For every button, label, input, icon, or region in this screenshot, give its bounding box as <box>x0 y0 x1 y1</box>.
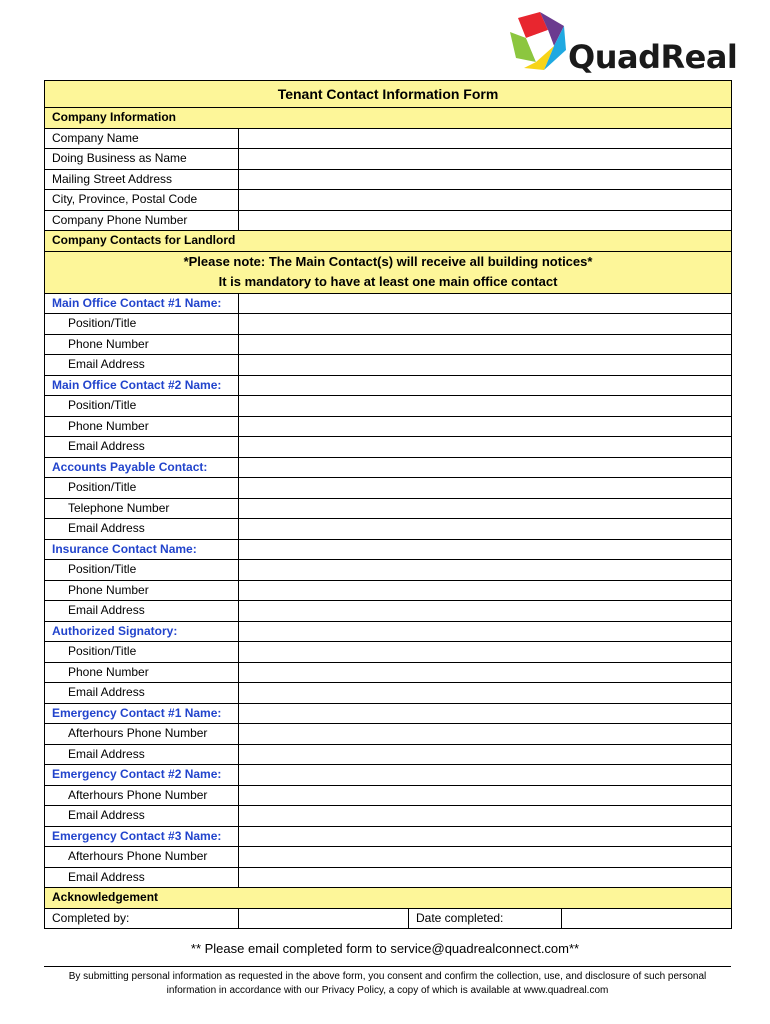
company-field-4-input[interactable] <box>239 210 732 231</box>
contact-1-field-2-row <box>45 437 732 458</box>
company-field-0-label: Company Name <box>45 128 239 149</box>
company-field-1-input[interactable] <box>239 149 732 170</box>
contact-1-field-1-row <box>45 416 732 437</box>
contact-4-field-1-input[interactable] <box>239 662 732 683</box>
contact-7-field-1-label: Email Address <box>45 867 239 888</box>
contact-1-name-label: Main Office Contact #2 Name: <box>45 375 239 396</box>
date-completed-input[interactable] <box>562 908 732 929</box>
contact-2-field-1-label: Telephone Number <box>45 498 239 519</box>
contact-3-field-1-label: Phone Number <box>45 580 239 601</box>
company-field-0-input[interactable] <box>239 128 732 149</box>
contact-2-field-2-input[interactable] <box>239 519 732 540</box>
company-field-3-row <box>45 190 732 211</box>
acknowledgement-row <box>45 908 732 929</box>
contact-3-field-0-label: Position/Title <box>45 560 239 581</box>
form-title-row <box>45 81 732 108</box>
contacts-header-row <box>45 231 732 252</box>
contact-2-field-0-row <box>45 478 732 499</box>
tenant-contact-form <box>44 80 732 929</box>
contact-2-field-2-row <box>45 519 732 540</box>
contact-6-name-row <box>45 765 732 786</box>
contact-0-field-1-input[interactable] <box>239 334 732 355</box>
footer-divider <box>44 966 731 967</box>
contact-4-name-label: Authorized Signatory: <box>45 621 239 642</box>
contact-4-field-0-row <box>45 642 732 663</box>
contact-7-field-0-label: Afterhours Phone Number <box>45 847 239 868</box>
contact-0-name-label: Main Office Contact #1 Name: <box>45 293 239 314</box>
contact-0-field-1-row <box>45 334 732 355</box>
date-completed-label: Date completed: <box>409 908 562 929</box>
contact-3-field-1-row <box>45 580 732 601</box>
contact-6-field-1-label: Email Address <box>45 806 239 827</box>
logo-wordmark: QuadReal <box>568 38 738 76</box>
quadreal-logo <box>506 10 738 76</box>
contact-2-field-0-label: Position/Title <box>45 478 239 499</box>
contact-6-field-0-row <box>45 785 732 806</box>
contact-2-name-label: Accounts Payable Contact: <box>45 457 239 478</box>
contact-0-field-0-row <box>45 314 732 335</box>
contact-2-name-input[interactable] <box>239 457 732 478</box>
company-info-header-row <box>45 108 732 129</box>
note-line-1: *Please note: The Main Contact(s) will receive all building notices* <box>183 254 593 269</box>
contact-6-name-label: Emergency Contact #2 Name: <box>45 765 239 786</box>
contact-4-field-0-label: Position/Title <box>45 642 239 663</box>
contact-5-field-0-row <box>45 724 732 745</box>
contact-6-field-1-row <box>45 806 732 827</box>
acknowledgement-header: Acknowledgement <box>45 888 732 909</box>
contact-1-name-input[interactable] <box>239 375 732 396</box>
contacts-header: Company Contacts for Landlord <box>45 231 732 252</box>
disclaimer-line-2: information in accordance with our Privacy Policy, a copy of which is available at www.quadreal.com <box>166 985 609 996</box>
contact-3-field-0-row <box>45 560 732 581</box>
contact-2-field-0-input[interactable] <box>239 478 732 499</box>
contact-1-field-2-input[interactable] <box>239 437 732 458</box>
contact-4-field-2-input[interactable] <box>239 683 732 704</box>
contact-3-name-input[interactable] <box>239 539 732 560</box>
contact-1-field-1-label: Phone Number <box>45 416 239 437</box>
company-field-1-label: Doing Business as Name <box>45 149 239 170</box>
company-field-2-row <box>45 169 732 190</box>
completed-by-label: Completed by: <box>45 908 239 929</box>
contact-5-field-0-label: Afterhours Phone Number <box>45 724 239 745</box>
company-field-4-label: Company Phone Number <box>45 210 239 231</box>
mandatory-note-row <box>45 251 732 293</box>
contact-3-name-label: Insurance Contact Name: <box>45 539 239 560</box>
contact-0-field-1-label: Phone Number <box>45 334 239 355</box>
contact-4-field-2-row <box>45 683 732 704</box>
contact-1-field-0-label: Position/Title <box>45 396 239 417</box>
contact-7-field-1-row <box>45 867 732 888</box>
contact-5-field-0-input[interactable] <box>239 724 732 745</box>
contact-0-field-2-label: Email Address <box>45 355 239 376</box>
privacy-disclaimer <box>44 970 731 998</box>
company-field-1-row <box>45 149 732 170</box>
quadreal-logo-icon <box>506 10 570 76</box>
contact-5-field-1-label: Email Address <box>45 744 239 765</box>
contact-4-field-2-label: Email Address <box>45 683 239 704</box>
contact-5-name-label: Emergency Contact #1 Name: <box>45 703 239 724</box>
contact-4-field-1-label: Phone Number <box>45 662 239 683</box>
contact-0-field-0-input[interactable] <box>239 314 732 335</box>
contact-4-field-1-row <box>45 662 732 683</box>
contact-5-field-1-row <box>45 744 732 765</box>
contact-3-field-2-input[interactable] <box>239 601 732 622</box>
contact-1-field-0-row <box>45 396 732 417</box>
contact-4-name-row <box>45 621 732 642</box>
mandatory-note <box>45 251 732 293</box>
contact-6-name-input[interactable] <box>239 765 732 786</box>
contact-6-field-1-input[interactable] <box>239 806 732 827</box>
contact-6-field-0-input[interactable] <box>239 785 732 806</box>
contact-5-field-1-input[interactable] <box>239 744 732 765</box>
contact-0-field-2-input[interactable] <box>239 355 732 376</box>
contact-2-field-1-row <box>45 498 732 519</box>
contact-2-field-2-label: Email Address <box>45 519 239 540</box>
contact-7-field-0-row <box>45 847 732 868</box>
company-info-header: Company Information <box>45 108 732 129</box>
contact-1-field-0-input[interactable] <box>239 396 732 417</box>
contact-2-field-1-input[interactable] <box>239 498 732 519</box>
contact-3-field-1-input[interactable] <box>239 580 732 601</box>
contact-7-name-row <box>45 826 732 847</box>
company-field-4-row <box>45 210 732 231</box>
contact-0-name-row <box>45 293 732 314</box>
form-title: Tenant Contact Information Form <box>45 81 732 108</box>
contact-3-field-2-label: Email Address <box>45 601 239 622</box>
contact-1-name-row <box>45 375 732 396</box>
contact-6-field-0-label: Afterhours Phone Number <box>45 785 239 806</box>
contact-2-name-row <box>45 457 732 478</box>
contact-4-field-0-input[interactable] <box>239 642 732 663</box>
contact-1-field-2-label: Email Address <box>45 437 239 458</box>
company-field-2-label: Mailing Street Address <box>45 169 239 190</box>
disclaimer-line-1: By submitting personal information as requested in the above form, you consent and confirm the collection, use, and disclosure of such personal <box>68 971 707 982</box>
email-instruction: ** Please email completed form to service@quadrealconnect.com** <box>190 941 580 956</box>
company-field-0-row <box>45 128 732 149</box>
completed-by-input[interactable] <box>239 908 409 929</box>
contact-5-name-row <box>45 703 732 724</box>
note-line-2: It is mandatory to have at least one main office contact <box>218 274 558 289</box>
contact-0-field-0-label: Position/Title <box>45 314 239 335</box>
contact-7-field-1-input[interactable] <box>239 867 732 888</box>
contact-3-name-row <box>45 539 732 560</box>
contact-5-name-input[interactable] <box>239 703 732 724</box>
company-field-3-label: City, Province, Postal Code <box>45 190 239 211</box>
contact-7-name-input[interactable] <box>239 826 732 847</box>
company-field-2-input[interactable] <box>239 169 732 190</box>
company-field-3-input[interactable] <box>239 190 732 211</box>
acknowledgement-header-row <box>45 888 732 909</box>
contact-7-name-label: Emergency Contact #3 Name: <box>45 826 239 847</box>
contact-0-field-2-row <box>45 355 732 376</box>
contact-0-name-input[interactable] <box>239 293 732 314</box>
contact-4-name-input[interactable] <box>239 621 732 642</box>
contact-3-field-0-input[interactable] <box>239 560 732 581</box>
contact-3-field-2-row <box>45 601 732 622</box>
contact-7-field-0-input[interactable] <box>239 847 732 868</box>
contact-1-field-1-input[interactable] <box>239 416 732 437</box>
